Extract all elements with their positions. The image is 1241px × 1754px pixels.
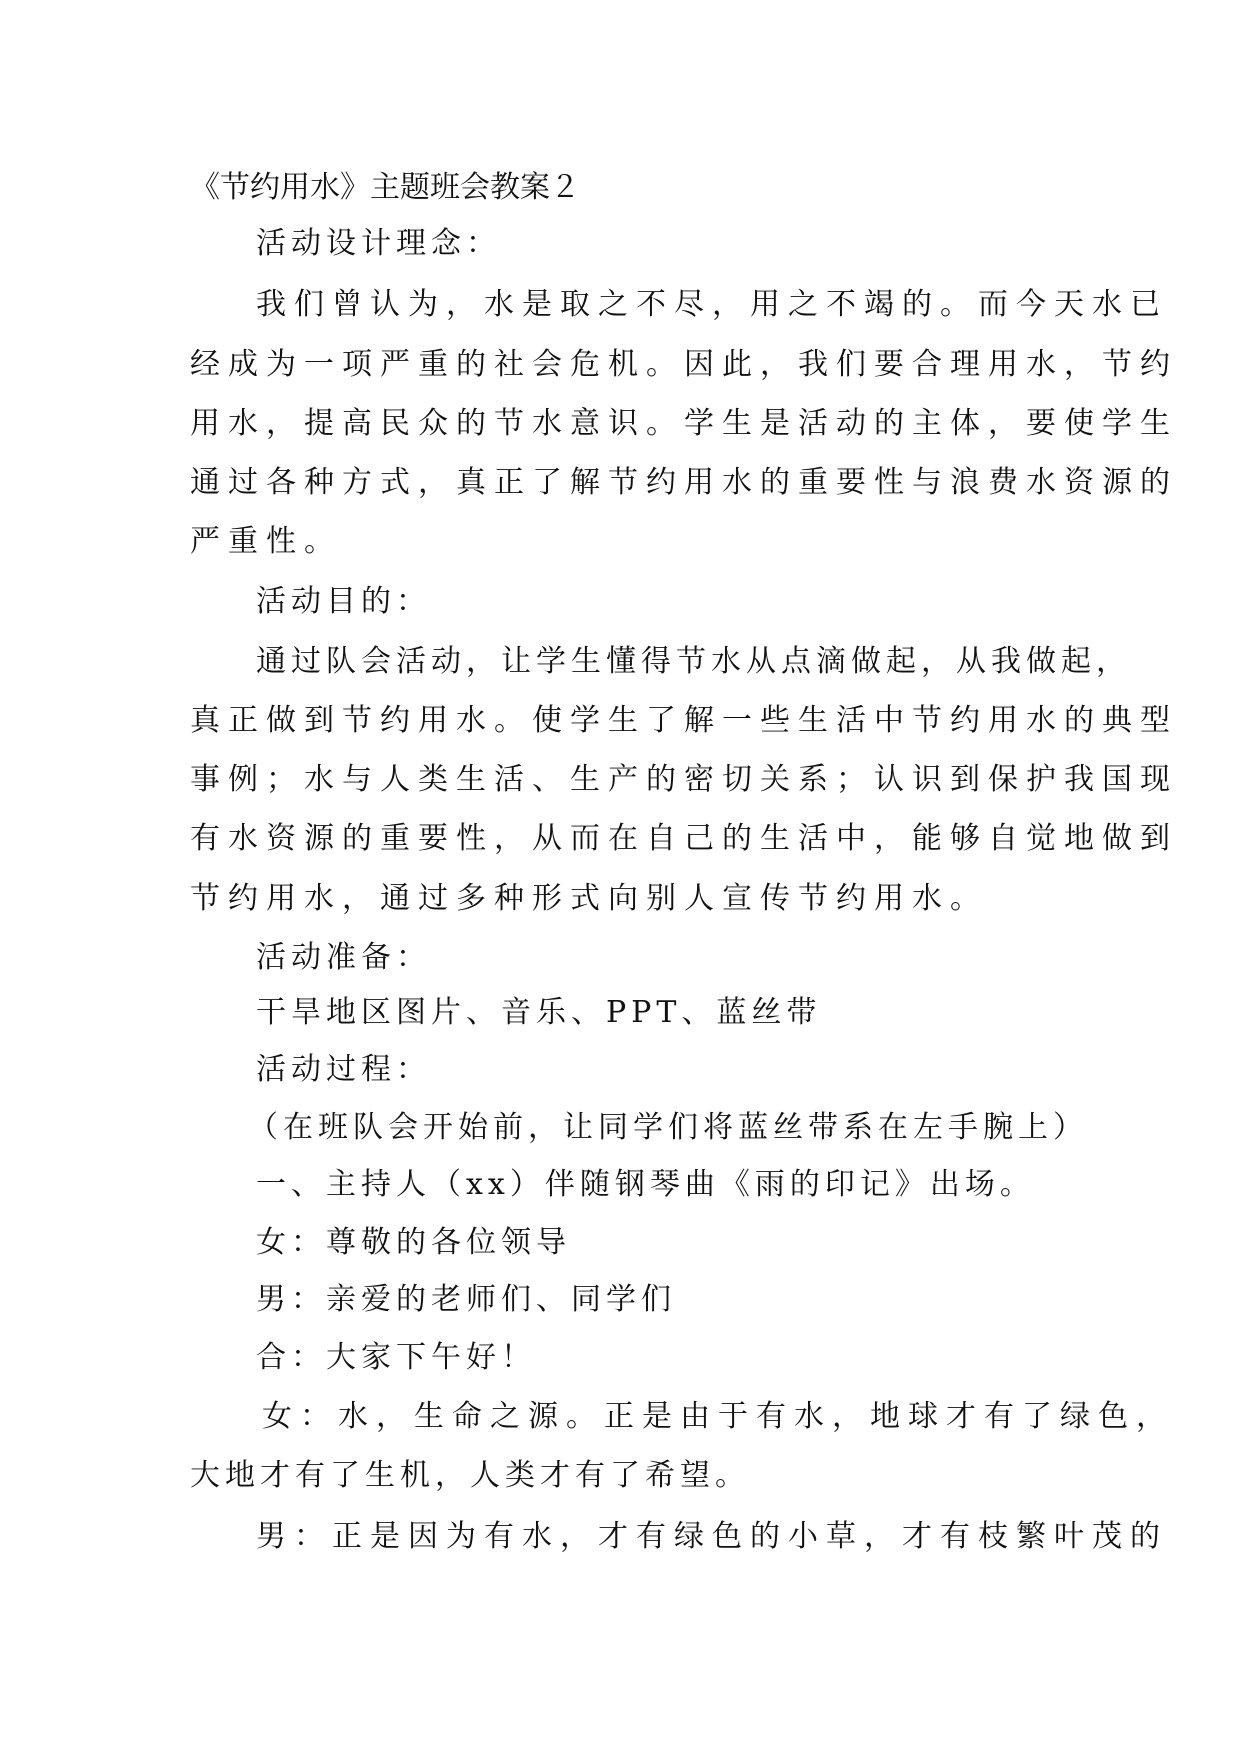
- section-heading-purpose: 活动目的：: [256, 584, 431, 619]
- document-title: 《节约用水》主题班会教案２: [190, 170, 580, 205]
- dialogue-line: 大地才有了生机，人类才有了希望。: [190, 1458, 750, 1493]
- paragraph-line: （在班队会开始前，让同学们将蓝丝带系在左手腕上）: [248, 1110, 1088, 1145]
- section-heading-preparation: 活动准备：: [256, 940, 431, 975]
- paragraph-line: 节约用水，通过多种形式向别人宣传节约用水。: [190, 881, 988, 916]
- paragraph-line: 通过队会活动，让学生懂得节水从点滴做起，从我做起，: [256, 644, 1131, 679]
- paragraph-line: 经成为一项严重的社会危机。因此，我们要合理用水，节约: [190, 347, 1178, 382]
- paragraph-line: 通过各种方式，真正了解节约用水的重要性与浪费水资源的: [190, 465, 1178, 500]
- paragraph-line: 有水资源的重要性，从而在自己的生活中，能够自觉地做到: [190, 821, 1178, 856]
- paragraph-line: 一、主持人（xx）伴随钢琴曲《雨的印记》出场。: [256, 1167, 1035, 1202]
- paragraph-line: 我们曾认为，水是取之不尽，用之不竭的。而今天水已: [256, 287, 1168, 322]
- dialogue-line: 男：正是因为有水，才有绿色的小草，才有枝繁叶茂的: [256, 1519, 1168, 1554]
- dialogue-line: 合：大家下午好！: [256, 1340, 536, 1375]
- dialogue-line: 男：亲爱的老师们、同学们: [256, 1282, 676, 1317]
- paragraph-line: 干旱地区图片、音乐、PPT、蓝丝带: [256, 995, 822, 1030]
- dialogue-line: 女：水，生命之源。正是由于有水，地球才有了绿色，: [262, 1399, 1174, 1434]
- paragraph-line: 事例；水与人类生活、生产的密切关系；认识到保护我国现: [190, 762, 1178, 797]
- paragraph-line: 用水，提高民众的节水意识。学生是活动的主体，要使学生: [190, 406, 1178, 441]
- paragraph-line: 严重性。: [190, 524, 342, 559]
- dialogue-line: 女：尊敬的各位领导: [256, 1225, 571, 1260]
- section-heading-design-concept: 活动设计理念：: [256, 226, 501, 261]
- paragraph-line: 真正做到节约用水。使学生了解一些生活中节约用水的典型: [190, 703, 1178, 738]
- section-heading-process: 活动过程：: [256, 1052, 431, 1087]
